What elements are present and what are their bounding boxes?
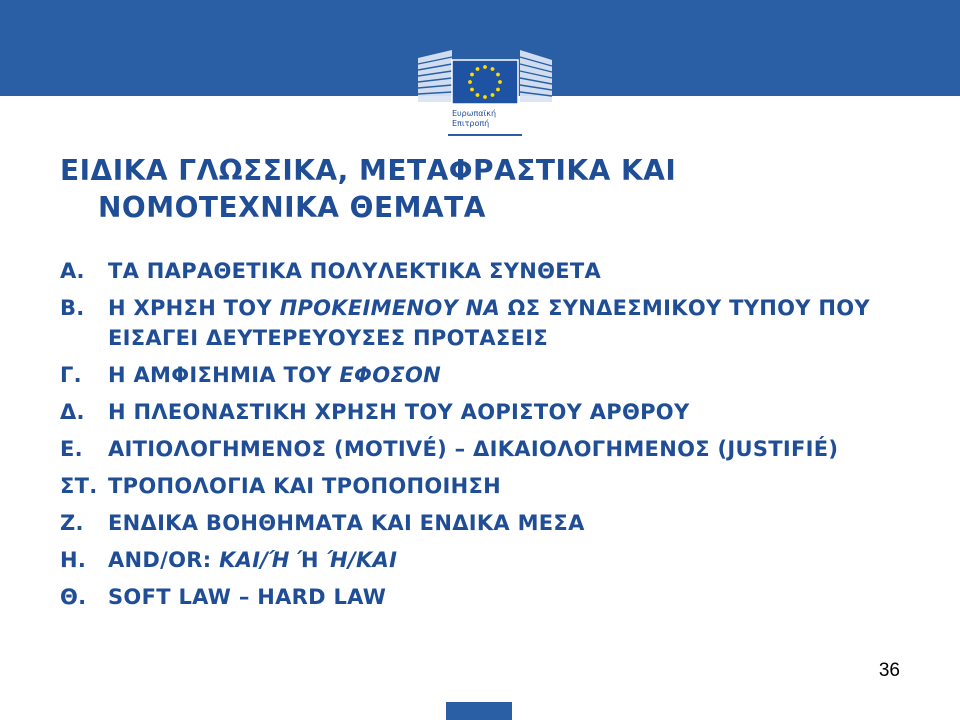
slide-title (60, 152, 920, 226)
org-name-line2: Επιτροπή (452, 119, 490, 128)
org-name-line1: Ευρωπαϊκή (452, 109, 497, 118)
topic-marker: Γ. (60, 363, 82, 387)
topic-text-part: ΩΣ ΣΥΝΔΕΣΜΙΚΟΥ ΤΥΠΟΥ ΠΟΥ ΕΙΣΑΓΕΙ ΔΕΥΤΕΡΕΥΟΥΣΕΣ ΠΡΟΤΑΣΕΙΣ (108, 296, 870, 350)
flag-star (476, 67, 480, 71)
topic-text-part: Η ΑΜΦΙΣΗΜΙΑ ΤΟΥ (108, 363, 340, 387)
flag-star (476, 93, 480, 97)
flag-star (483, 65, 487, 69)
topic-text-italic: ΚΑΙ/Ή (219, 548, 290, 572)
flag-star (491, 67, 495, 71)
topic-text (108, 360, 920, 390)
topic-item (60, 293, 920, 353)
flag-star (491, 93, 495, 97)
topic-item (60, 545, 920, 575)
topic-item (60, 360, 920, 390)
topic-text-part: ΤΑ ΠΑΡΑΘΕΤΙΚΑ ΠΟΛΥΛΕΚΤΙΚΑ ΣΥΝΘΕΤΑ (108, 259, 602, 283)
slide-title-line1: ΕΙΔΙΚΑ ΓΛΩΣΣΙΚΑ, ΜΕΤΑΦΡΑΣΤΙΚΑ ΚΑΙ (60, 154, 677, 187)
topic-text (108, 256, 920, 286)
slide-title-line2: ΝΟΜΟΤΕΧΝΙΚΑ ΘΕΜΑΤΑ (98, 191, 486, 224)
topic-item (60, 582, 920, 612)
topic-text-part: SOFT LAW – HARD LAW (108, 585, 387, 609)
european-commission-logo (400, 30, 570, 136)
topic-text (108, 508, 920, 538)
footer-tab (446, 702, 512, 720)
topic-text-italic: ΕΦΟΣΟΝ (339, 363, 442, 387)
flag-star (470, 88, 474, 92)
topic-item (60, 434, 920, 464)
topic-item (60, 508, 920, 538)
flag-star (496, 88, 500, 92)
topic-text (108, 471, 920, 501)
topic-text-part: ΤΡΟΠΟΛΟΓΙΑ ΚΑΙ ΤΡΟΠΟΠΟΙΗΣΗ (108, 474, 502, 498)
topic-text (108, 434, 920, 464)
topic-marker: Ζ. (60, 511, 84, 535)
topic-text-italic: Ή/ΚΑΙ (326, 548, 398, 572)
topic-item (60, 256, 920, 286)
page-number: 36 (878, 660, 900, 681)
topic-marker: Η. (60, 548, 87, 572)
topic-marker: Β. (60, 296, 85, 320)
topic-text-part: Η ΠΛΕΟΝΑΣΤΙΚΗ ΧΡΗΣΗ ΤΟΥ ΑΟΡΙΣΤΟΥ ΑΡΘΡΟΥ (108, 400, 690, 424)
topic-text-part: ΕΝΔΙΚΑ ΒΟΗΘΗΜΑΤΑ ΚΑΙ ΕΝΔΙΚΑ ΜΕΣΑ (108, 511, 585, 535)
topic-text-part: ΑΙΤΙΟΛΟΓΗΜΕΝΟΣ (MOTIVÉ) – ΔΙΚΑΙΟΛΟΓΗΜΕΝΟΣ (JUSTIFIÉ) (108, 437, 839, 461)
topic-text (108, 293, 920, 353)
topic-text-part: AND/OR: (108, 548, 220, 572)
topic-text (108, 397, 920, 427)
topic-text-italic: ΠΡΟΚΕΙΜΕΝΟΥ ΝΑ (279, 296, 501, 320)
topic-item (60, 471, 920, 501)
topic-list (60, 256, 920, 619)
flag-star (470, 73, 474, 77)
flag-star (483, 95, 487, 99)
flag-star (468, 80, 472, 84)
topic-text-part: Ή (289, 548, 327, 572)
flag-star (498, 80, 502, 84)
topic-marker: Α. (60, 259, 85, 283)
topic-marker: Ε. (60, 437, 83, 461)
topic-text (108, 582, 920, 612)
topic-marker: Δ. (60, 400, 85, 424)
flag-star (496, 73, 500, 77)
topic-marker: ΣΤ. (60, 474, 98, 498)
topic-text-part: Η ΧΡΗΣΗ ΤΟΥ (108, 296, 280, 320)
topic-text (108, 545, 920, 575)
topic-item (60, 397, 920, 427)
topic-marker: Θ. (60, 585, 87, 609)
